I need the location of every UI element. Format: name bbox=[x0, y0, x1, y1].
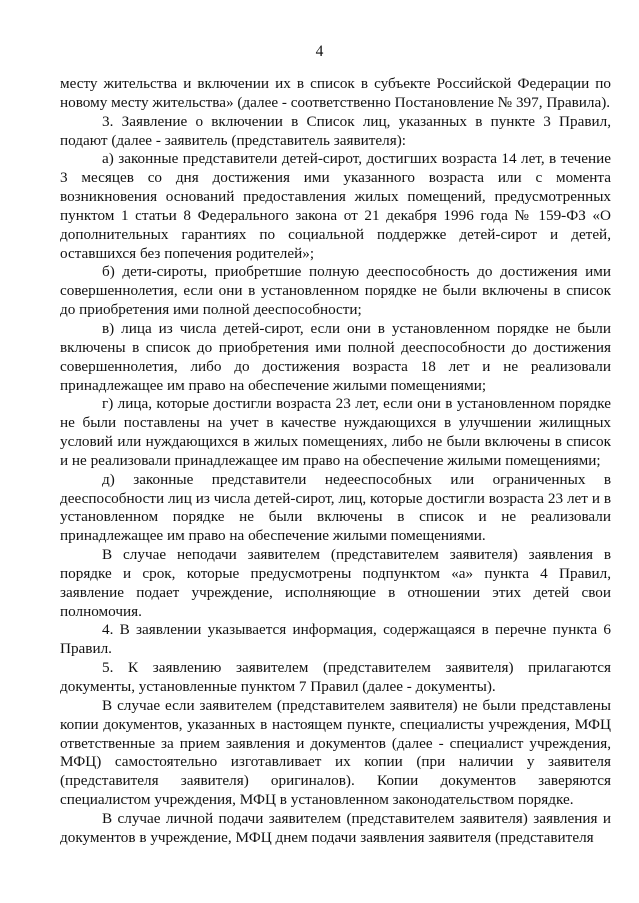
paragraph-item-3v: в) лица из числа детей-сирот, если они в установленном порядке не были включены в список до приобретения ими полной дееспособности до достижения совершеннолетия, либо до достижения возраста 18 лет и не реализовали принадлежащее им право на обеспечение жилыми помещениями; bbox=[60, 319, 611, 394]
document-body bbox=[60, 75, 611, 848]
paragraph-copies: В случае если заявителем (представителем заявителя) не были представлены копии документов, указанных в настоящем пункте, специалисты учреждения, МФЦ ответственные за прием заявления и документов (далее - специалист учреждения, МФЦ) самостоятельно изготавливает их копии (при наличии у заявителя (представителя заявителя) оригиналов). Копии документов заверяются специалистом учреждения, МФЦ в установленном законодательством порядке. bbox=[60, 696, 611, 809]
paragraph-continuation: месту жительства и включении их в список в субъекте Российской Федерации по новому месту жительства» (далее - соответственно Постановление № 397, Правила). bbox=[60, 75, 611, 111]
paragraph-item-3a: а) законные представители детей-сирот, достигших возраста 14 лет, в течение 3 месяцев со дня достижения ими указанного возраста или с момента возникновения оснований предоставления жилых помещений, предусмотренных пунктом 1 статьи 8 Федерального закона от 21 декабря 1996 года № 159-ФЗ «О дополнительных гарантиях по социальной поддержке детей-сирот и детей, оставшихся без попечения родителей»; bbox=[60, 150, 611, 262]
paragraph-item-3g: г) лица, которые достигли возраста 23 лет, если они в установленном порядке не были поставлены на учет в качестве нуждающихся в улучшении жилищных условий или нуждающихся в жилых помещениях, либо не были включены в список и не реализовали принадлежащее им право на обеспечение жилыми помещениями; bbox=[60, 395, 611, 469]
page-number: 4 bbox=[315, 43, 324, 60]
paragraph-non-submission: В случае неподачи заявителем (представителем заявителя) заявления в порядке и срок, которые предусмотрены подпунктом «а» пункта 4 Правил, заявление подает учреждение, исполняющие в отношении этих детей свои полномочия. bbox=[60, 546, 611, 620]
paragraph-item-4: 4. В заявлении указывается информация, содержащаяся в перечне пункта 6 Правил. bbox=[60, 621, 611, 658]
paragraph-item-3: 3. Заявление о включении в Список лиц, указанных в пункте 3 Правил, подают (далее - заявитель (представитель заявителя): bbox=[60, 112, 611, 149]
paragraph-item-3d: д) законные представители недееспособных или ограниченных в дееспособности лиц из числа детей-сирот, лиц, которые достигли возраста 23 лет и в установленном порядке не были включены в список и не реализовали принадлежащее им право на обеспечение жилыми помещениями. bbox=[60, 470, 611, 545]
paragraph-personal-submission: В случае личной подачи заявителем (представителем заявителя) заявления и документов в учреждение, МФЦ днем подачи заявления заявителя (представителя bbox=[60, 809, 611, 846]
paragraph-item-5: 5. К заявлению заявителем (представителем заявителя) прилагаются документы, установленные пунктом 7 Правил (далее - документы). bbox=[60, 659, 611, 695]
paragraph-item-3b: б) дети-сироты, приобретшие полную дееспособность до достижения ими совершеннолетия, если они в установленном порядке не были включены в список до приобретения ими полной дееспособности; bbox=[60, 263, 611, 319]
